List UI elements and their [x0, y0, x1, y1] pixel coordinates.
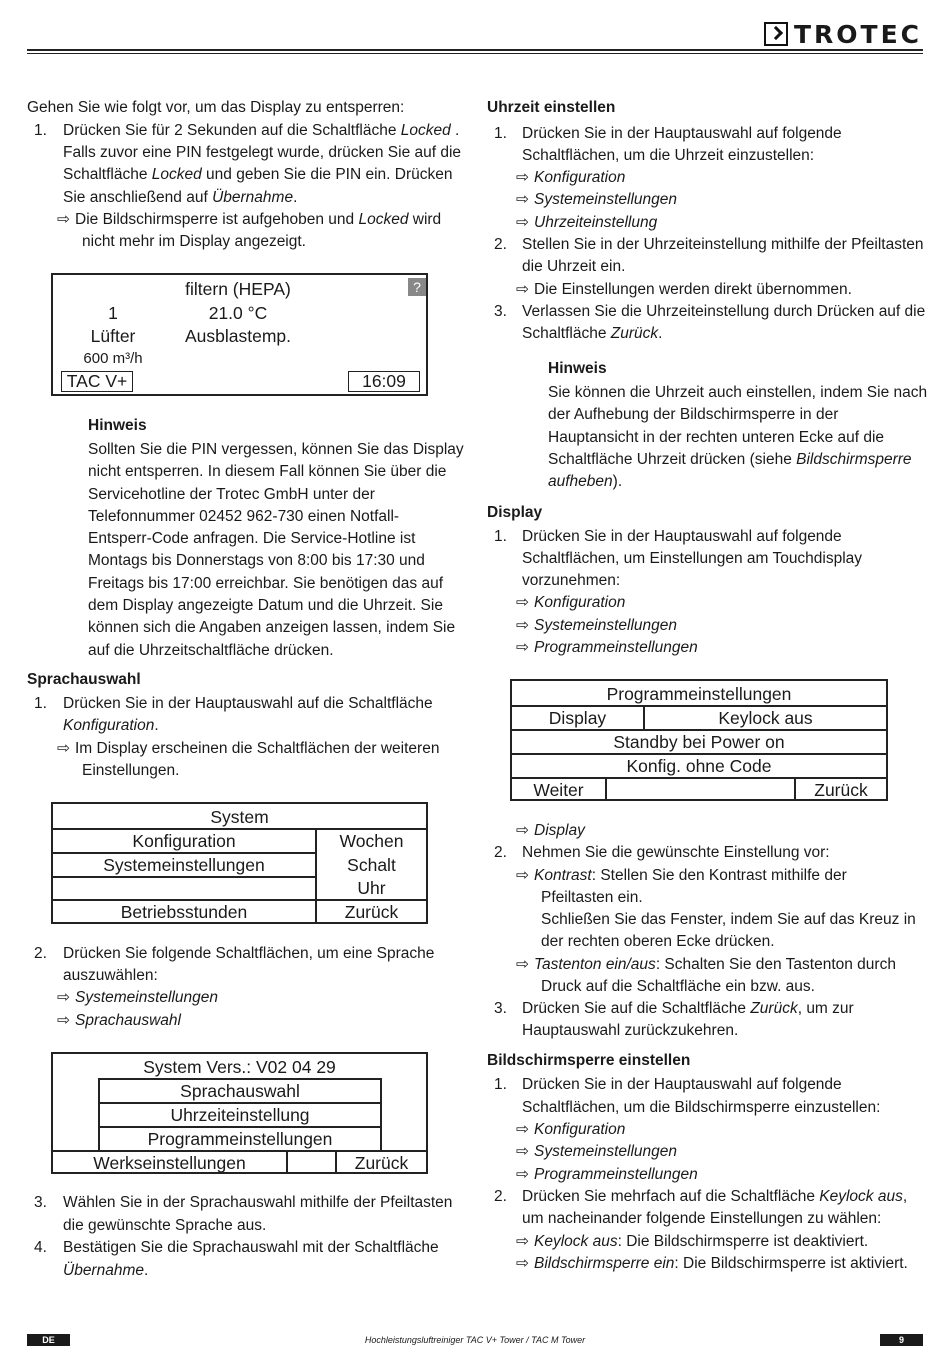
- menu-path-item: ⇨ Systemeinstellungen: [516, 615, 677, 637]
- step-text: Sie anschließend auf Übernahme.: [63, 189, 298, 206]
- step-text: Falls zuvor eine PIN festgelegt wurde, drücken Sie auf die: [63, 144, 462, 161]
- step-number: 1.: [34, 695, 47, 712]
- arrow-right-icon: ⇨: [516, 639, 529, 656]
- back-button[interactable]: Zurück: [354, 1153, 409, 1173]
- step-text: Schaltfläche Zurück.: [522, 325, 663, 342]
- screen-title: filtern (HEPA): [185, 279, 291, 299]
- step-text: Schaltflächen, um Einstellungen am Touchdisplay: [522, 550, 863, 567]
- step-text: Schaltfläche Locked und geben Sie die PIN ein. Drücken: [63, 166, 453, 183]
- arrow-right-icon: ⇨: [516, 594, 529, 611]
- step-number: 3.: [494, 1000, 507, 1017]
- language-badge: DE: [27, 1334, 70, 1346]
- step-number: 2.: [34, 945, 47, 962]
- header-rule-thin: [27, 53, 923, 54]
- step-text: Drücken Sie folgende Schaltflächen, um eine Sprache: [63, 945, 435, 962]
- temperature-label: Ausblastemp.: [184, 326, 292, 346]
- arrow-right-icon: ⇨: [516, 191, 529, 208]
- step-text: die gewünschte Sprache aus.: [63, 1217, 267, 1234]
- menu-path-item: ⇨ Konfiguration: [516, 592, 625, 614]
- footer-title: Hochleistungsluftreiniger TAC V+ Tower / TAC M Tower: [0, 1333, 950, 1347]
- section-heading: Uhrzeit einstellen: [487, 99, 616, 116]
- step-text: Drücken Sie in der Hauptauswahl auf folgende: [522, 528, 842, 545]
- section-heading: Display: [487, 504, 543, 521]
- arrow-right-icon: ⇨: [516, 1166, 529, 1183]
- step-number: 1.: [494, 528, 507, 545]
- step-text: Drücken Sie in der Hauptauswahl auf folgende: [522, 125, 842, 142]
- option-line: Schließen Sie das Fenster, indem Sie auf das Kreuz in: [541, 911, 916, 928]
- section-heading: Bildschirmsperre einstellen: [487, 1052, 691, 1069]
- arrow-right-icon: ⇨: [516, 956, 529, 973]
- step-text: Drücken Sie in der Hauptauswahl auf folgende: [522, 1076, 842, 1093]
- arrow-right-icon: ⇨: [516, 1255, 529, 1272]
- intro-text: Gehen Sie wie folgt vor, um das Display zu entsperren:: [27, 99, 405, 116]
- step-text: Hauptauswahl zurückzukehren.: [522, 1022, 739, 1039]
- menu-path-item: ⇨ Systemeinstellungen: [57, 987, 218, 1009]
- step-text: Schaltflächen, um die Uhrzeit einzustellen:: [522, 147, 815, 164]
- fan-level: 1: [108, 303, 118, 323]
- next-button[interactable]: Weiter: [533, 780, 584, 800]
- step-text: auszuwählen:: [63, 967, 158, 984]
- arrow-right-icon: ⇨: [516, 281, 529, 298]
- konfig-ohne-code-button[interactable]: Konfig. ohne Code: [626, 756, 772, 776]
- menu-path-item: ⇨ Programmeinstellungen: [516, 1164, 698, 1186]
- keylock-button[interactable]: Keylock aus: [718, 708, 813, 728]
- brand-name: TROTEC: [793, 19, 922, 49]
- screen-title: System Vers.: V02 04 29: [143, 1057, 336, 1077]
- step-number: 3.: [494, 303, 507, 320]
- step-number: 1.: [34, 122, 47, 139]
- result-line: ⇨ Im Display erscheinen die Schaltflächen der weiteren: [57, 738, 439, 760]
- step-number: 2.: [494, 236, 507, 253]
- option-line: ⇨ Kontrast: Stellen Sie den Kontrast mithilfe der: [516, 865, 847, 887]
- betriebsstunden-button[interactable]: Betriebsstunden: [120, 902, 248, 922]
- menu-path-item: ⇨ Sprachauswahl: [57, 1010, 181, 1032]
- note-title: Hinweis: [88, 417, 147, 434]
- temperature-value: 21.0 °C: [208, 303, 268, 323]
- step-text: Drücken Sie für 2 Sekunden auf die Schaltfläche Locked .: [63, 122, 460, 139]
- arrow-right-icon: ⇨: [57, 1012, 70, 1029]
- werkseinstellungen-button[interactable]: Werkseinstellungen: [93, 1153, 246, 1173]
- step-text: Nehmen Sie die gewünschte Einstellung vor:: [522, 844, 830, 861]
- wochen-label: Wochen: [339, 831, 404, 851]
- airflow-value: 600 m³/h: [83, 350, 143, 367]
- uhr-label: Uhr: [357, 878, 386, 898]
- note-text: aufheben).: [548, 473, 623, 490]
- menu-path-item: ⇨ Programmeinstellungen: [516, 637, 698, 659]
- standby-button[interactable]: Standby bei Power on: [613, 732, 785, 752]
- arrow-right-icon: ⇨: [516, 617, 529, 634]
- section-heading: Sprachauswahl: [27, 671, 141, 688]
- note-text: Sie können die Uhrzeit auch einstellen, indem Sie nach: [548, 384, 928, 401]
- option-line: Druck auf die Schaltfläche ein bzw. aus.: [541, 978, 815, 995]
- step-text: die Uhrzeit ein.: [522, 258, 626, 275]
- step-text: Stellen Sie in der Uhrzeiteinstellung mithilfe der Pfeiltasten: [522, 236, 924, 253]
- step-text: Verlassen Sie die Uhrzeiteinstellung durch Drücken auf die: [522, 303, 926, 320]
- option-line: ⇨ Keylock aus: Die Bildschirmsperre ist deaktiviert.: [516, 1231, 868, 1253]
- option-line: ⇨ Bildschirmsperre ein: Die Bildschirmsperre ist aktiviert.: [516, 1253, 908, 1275]
- back-button[interactable]: Zurück: [814, 780, 868, 800]
- display-screen-main: [51, 273, 428, 396]
- fan-label: Lüfter: [90, 326, 136, 346]
- arrow-right-icon: ⇨: [516, 1143, 529, 1160]
- step-text: Schaltflächen, um die Bildschirmsperre einzustellen:: [522, 1099, 881, 1116]
- konfiguration-button[interactable]: Konfiguration: [132, 831, 236, 851]
- uhrzeiteinstellung-button[interactable]: Uhrzeiteinstellung: [98, 1102, 382, 1126]
- step-number: 2.: [494, 1188, 507, 1205]
- note-text: Hauptansicht in der rechten unteren Ecke auf die: [548, 429, 885, 446]
- step-number: 4.: [34, 1239, 47, 1256]
- back-button[interactable]: Zurück: [344, 902, 399, 922]
- step-number: 3.: [34, 1194, 47, 1211]
- step-text: Konfiguration.: [63, 717, 159, 734]
- arrow-right-icon: ⇨: [57, 740, 70, 757]
- step-text: Bestätigen Sie die Sprachauswahl mit der Schaltfläche: [63, 1239, 439, 1256]
- result-line: ⇨ Die Einstellungen werden direkt übernommen.: [516, 279, 852, 301]
- menu-path-item: ⇨ Uhrzeiteinstellung: [516, 212, 657, 234]
- display-screen-system: [51, 802, 428, 924]
- step-text: um nacheinander folgende Einstellungen zu wählen:: [522, 1210, 882, 1227]
- option-line: ⇨ Tastenton ein/aus: Schalten Sie den Tastenton durch: [516, 954, 896, 976]
- step-number: 1.: [494, 125, 507, 142]
- chevron-right-icon: [764, 22, 788, 46]
- arrow-right-icon: ⇨: [516, 214, 529, 231]
- programmeinstellungen-button[interactable]: Programmeinstellungen: [98, 1126, 382, 1150]
- arrow-right-icon: ⇨: [516, 1121, 529, 1138]
- arrow-right-icon: ⇨: [57, 211, 70, 228]
- arrow-right-icon: ⇨: [57, 989, 70, 1006]
- screen-title: System: [210, 807, 269, 827]
- page-number: 9: [880, 1334, 923, 1346]
- menu-path-item: ⇨ Konfiguration: [516, 1119, 625, 1141]
- arrow-right-icon: ⇨: [516, 169, 529, 186]
- step-text: vorzunehmen:: [522, 572, 621, 589]
- note-text: der Aufhebung der Bildschirmsperre in der: [548, 406, 839, 423]
- trotec-logo: [764, 20, 922, 48]
- display-screen-program-settings: [510, 679, 888, 801]
- display-button[interactable]: Display: [548, 708, 607, 728]
- arrow-right-icon: ⇨: [516, 822, 529, 839]
- result-line: nicht mehr im Display angezeigt.: [82, 233, 306, 250]
- arrow-right-icon: ⇨: [516, 867, 529, 884]
- time-button[interactable]: 16:09: [348, 371, 420, 392]
- menu-path-item: ⇨ Display: [516, 820, 585, 842]
- step-text: Wählen Sie in der Sprachauswahl mithilfe der Pfeiltasten: [63, 1194, 453, 1211]
- step-number: 2.: [494, 844, 507, 861]
- step-text: Übernahme.: [63, 1262, 149, 1279]
- option-line: der rechten oberen Ecke drücken.: [541, 933, 775, 950]
- note-title: Hinweis: [548, 360, 607, 377]
- arrow-right-icon: ⇨: [516, 1233, 529, 1250]
- display-screen-version: [51, 1052, 428, 1174]
- header-rule: [27, 49, 923, 51]
- menu-path-item: ⇨ Systemeinstellungen: [516, 1141, 677, 1163]
- help-icon[interactable]: ?: [408, 278, 426, 296]
- schalt-label: Schalt: [347, 855, 396, 875]
- menu-path-item: ⇨ Systemeinstellungen: [516, 189, 677, 211]
- note-text: Sollten Sie die PIN vergessen, können Sie das Display nicht entsperren. In diesem Fall können Sie über die Servicehotline der Trotec GmbH unter der Telefonnummer 02452 962-730 einen Notfall- Entsperr-Code anfragen. Die Service-Hotline ist Montags bis Donnerstags von 8:00 bis 17:30 und Freitags bis 17:00 erreichbar. Sie benötigen das auf dem Display angezeigte Datum und die Uhrzeit. Sie können sich die Angaben anzeigen lassen, indem Sie auf die Uhrzeitschaltfläche drücken.: [88, 441, 464, 659]
- result-line: ⇨ Die Bildschirmsperre ist aufgehoben und Locked wird: [57, 209, 441, 231]
- result-line: Einstellungen.: [82, 762, 180, 779]
- screen-title: Programmeinstellungen: [606, 684, 792, 704]
- step-text: Drücken Sie auf die Schaltfläche Zurück, um zur: [522, 1000, 854, 1017]
- option-line: Pfeiltasten ein.: [541, 889, 643, 906]
- model-button[interactable]: TAC V+: [61, 371, 133, 392]
- menu-path-item: ⇨ Konfiguration: [516, 167, 625, 189]
- step-number: 1.: [494, 1076, 507, 1093]
- step-text: Drücken Sie in der Hauptauswahl auf die Schaltfläche: [63, 695, 433, 712]
- sprachauswahl-button[interactable]: Sprachauswahl: [98, 1078, 382, 1102]
- systemeinstellungen-button[interactable]: Systemeinstellungen: [103, 855, 265, 875]
- step-text: Drücken Sie mehrfach auf die Schaltfläche Keylock aus,: [522, 1188, 908, 1205]
- note-text: Schaltfläche Uhrzeit drücken (siehe Bildschirmsperre: [548, 451, 912, 468]
